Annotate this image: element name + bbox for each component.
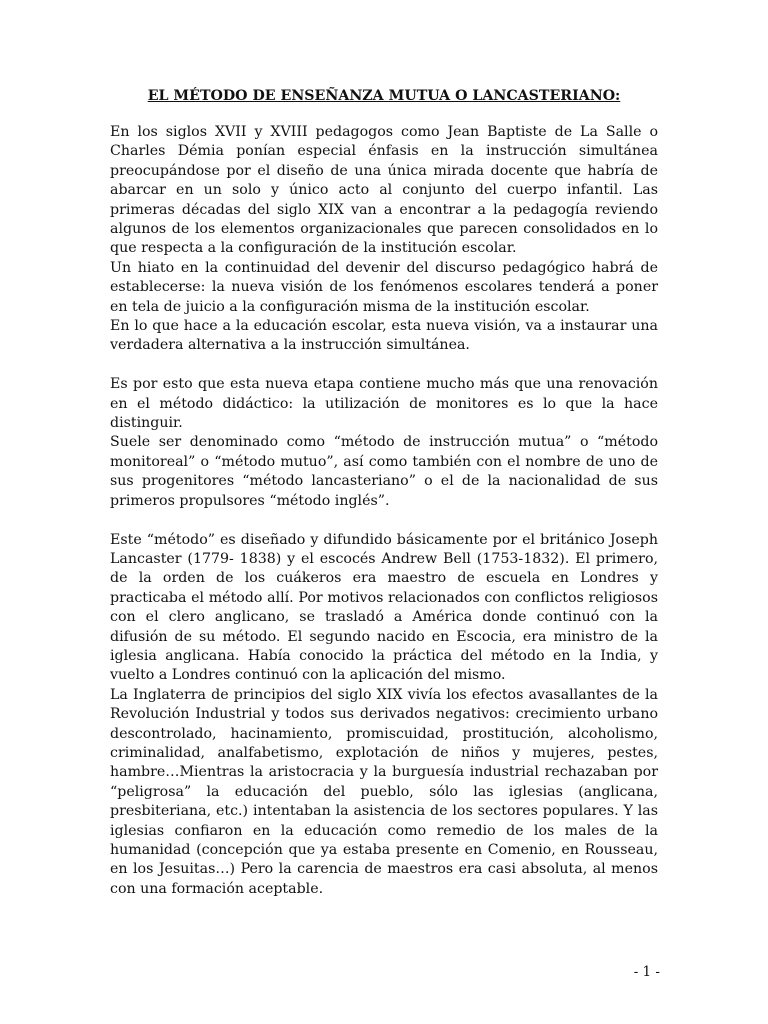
paragraph-4: Es por esto que esta nueva etapa contiene mucho más que una renovación en el método didáctico: la utilización de monitores es lo que la hace distinguir. [110,376,658,432]
paragraph-6: Este “método” es diseñado y difundido básicamente por el británico Joseph Lancaster (1779- 1838) y el escocés Andrew Bell (1753-1832). El primero, de la orden de los cuákeros era maestro de escuela en Londres y practicaba el método allí. Por motivos relacionados con conflictos religiosos con el clero anglicano, se trasladó a América donde continuó con la difusión de su método. El segundo nacido en Escocia, era ministro de la iglesia anglicana. Había conocido la práctica del método en la India, y vuelto a Londres continuó con la aplicación del mismo. [110,531,658,684]
paragraph-spacer [110,511,658,530]
paragraph-spacer [110,356,658,375]
paragraph-7: La Inglaterra de principios del siglo XIX vivía los efectos avasallantes de la Revolución Industrial y todos sus derivados negativos: crecimiento urbano descontrolado, hacinamiento, promiscuidad, prostitución, alcoholismo, criminalidad, analfabetismo, explotación de niños y mujeres, pestes, hambre…Mientras la aristocracia y la burguesía industrial rechazaban por “peligrosa” la educación del pueblo, sólo las iglesias (anglicana, presbiteriana, etc.) intentaban la asistencia de los sectores populares. Y las iglesias confiaron en la educación como remedio de los males de la humanidad (concepción que ya estaba presente en Comenio, en Rousseau, en los Jesuitas…) Pero la carencia de maestros era casi absoluta, al menos con una formación aceptable. [110,686,658,897]
paragraph-5: Suele ser denominado como “método de instrucción mutua” o “método monitoreal” o “método mutuo”, así como también con el nombre de uno de sus progenitores “método lancasteriano” o el de la nacionalidad de sus primeros propulsores “método inglés”. [110,434,658,509]
paragraph-2: Un hiato en la continuidad del devenir del discurso pedagógico habrá de establecerse: la nueva visión de los fenómenos escolares tenderá a poner en tela de juicio a la configuración misma de la institución escolar. [110,259,658,315]
paragraph-3: En lo que hace a la educación escolar, esta nueva visión, va a instaurar una verdadera alternativa a la instrucción simultánea. [110,318,658,354]
paragraph-1: En los siglos XVII y XVIII pedagogos como Jean Baptiste de La Salle o Charles Démia ponían especial énfasis en la instrucción simultánea preocupándose por el diseño de una única mirada docente que habría de abarcar en un solo y único acto al conjunto del cuerpo infantil. Las primeras décadas del siglo XIX van a encontrar a la pedagogía reviendo algunos de los elementos organizacionales que parecen consolidados en lo que respecta a la configuración de la institución escolar. [110,124,658,257]
document-page [110,86,658,899]
document-title: EL MÉTODO DE ENSEÑANZA MUTUA O LANCASTERIANO: [147,88,621,104]
page-number: - 1 - [633,964,660,980]
